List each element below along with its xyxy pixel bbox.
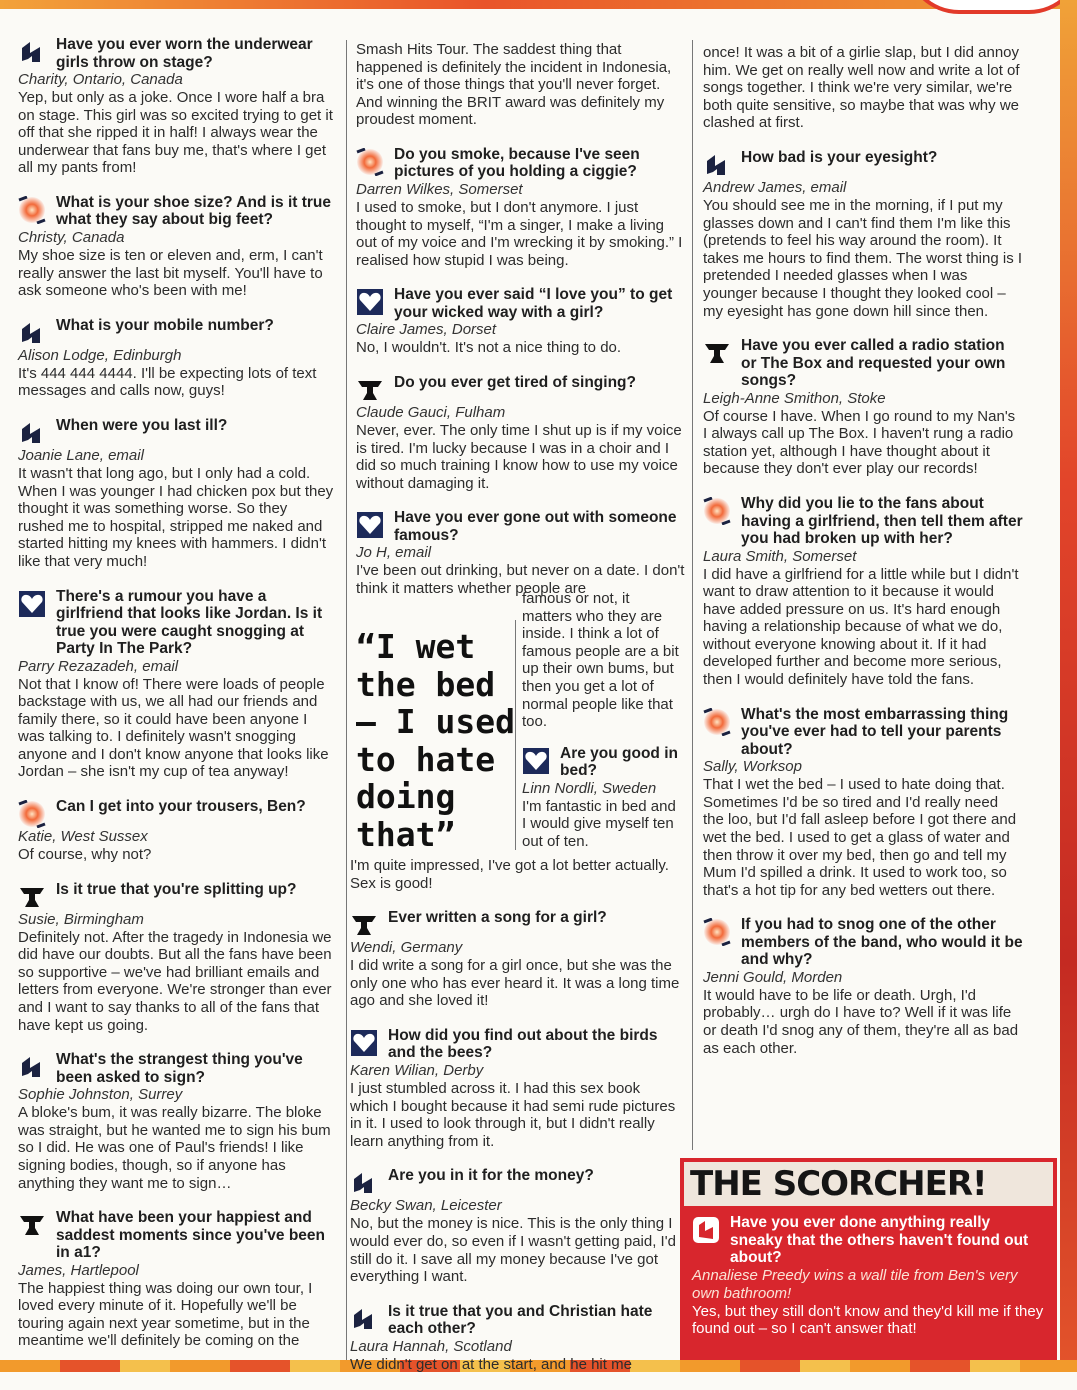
answer: No, I wouldn't. It's not a nice thing to do.: [356, 339, 622, 357]
ben-icon: [350, 1305, 378, 1333]
reader-name: Alison Lodge, Edinburgh: [18, 346, 182, 364]
anvil-icon: [356, 376, 384, 404]
column-2-beside-quote: [522, 590, 682, 851]
question: What have been your happiest and saddest moments since you've been in a1?: [56, 1209, 326, 1262]
scorcher-box: [680, 1158, 1057, 1360]
answer: Never, ever. The only time I shut up is if my voice is tired. I'm lucky because I was in a choir and I did so much training I know how to use my voice without damaging it.: [356, 421, 682, 492]
qa-item: [18, 588, 334, 782]
question: Have you ever called a radio station or The Box and requested your own songs?: [741, 337, 1006, 390]
column-2-upper: [356, 41, 686, 598]
reader-name: Darren Wilkes, Somerset: [356, 180, 523, 198]
reader-name: Claire James, Dorset: [356, 321, 497, 339]
qa-item: [350, 909, 682, 1010]
qa-item: [703, 706, 1023, 900]
question: What is your mobile number?: [56, 316, 274, 334]
reader-name: Linn Nordli, Sweden: [522, 779, 657, 797]
anvil-icon: [18, 883, 46, 911]
question: Why did you lie to the fans about having a girlfriend, then tell them after you had broken up with her?: [741, 495, 1023, 547]
anvil-icon: [350, 911, 378, 939]
qa-item: [350, 1027, 682, 1150]
question: Is it true that you and Christian hate each other?: [388, 1302, 653, 1338]
question: Is it true that you're splitting up?: [56, 880, 297, 898]
column-2-lower: [350, 857, 682, 1390]
heart-icon: [356, 511, 384, 539]
answer: It's 444 444 4444. I'll be expecting lots of text messages and calls now, guys!: [18, 364, 317, 400]
question: How did you find out about the birds and the bees?: [388, 1026, 658, 1062]
question: Have you ever worn the underwear girls throw on stage?: [56, 36, 313, 71]
answer: I just stumbled across it. I had this sex book which I bought because it had semi rude pictures in it. I used to look through it, but I didn't really learn anything from it.: [350, 1079, 676, 1150]
qa-item: [18, 194, 334, 300]
red-swirl-icon: [703, 708, 731, 736]
qa-item: [703, 337, 1023, 478]
scorcher-winner: Annaliese Preedy wins a wall tile from Ben's very own bathroom!: [692, 1266, 1018, 1302]
answer: Definitely not. After the tragedy in Indonesia we did have our doubts. But all the fans have been so supportive – we've had brilliant emails and letters from everyone. We're stronger than ever and I want to say thanks to all of the fans that have kept us going.: [18, 928, 332, 1034]
reader-name: Charity, Ontario, Canada: [18, 71, 183, 88]
qa-item: [18, 881, 334, 1035]
right-color-bar: [1060, 0, 1077, 1372]
question: There's a rumour you have a girlfriend that looks like Jordan. Is it true you were caught snogging at Party In The Park?: [56, 587, 323, 657]
ben-icon: [18, 319, 46, 347]
answer: I used to smoke, but I don't anymore. I just thought to myself, “I'm a singer, I make a living out of my voice and I'm wrecking it by smoking.” I realised how stupid I was being.: [356, 198, 683, 269]
question: Do you smoke, because I've seen pictures of you holding a ciggie?: [394, 145, 640, 181]
reader-name: Becky Swan, Leicester: [350, 1197, 502, 1215]
pull-quote: “I wet the bed – I used to hate doing that”: [356, 627, 515, 854]
answer-continued: I'm quite impressed, I've got a lot better actually. Sex is good!: [350, 857, 669, 892]
answer: I did write a song for a girl once, but she was the only one who has ever heard it. It was a long time ago and she loved it!: [350, 957, 680, 1010]
qa-item: [356, 146, 686, 269]
qa-item: [356, 286, 686, 357]
red-swirl-icon: [18, 196, 46, 224]
answer: That I wet the bed – I used to hate doing that. Sometimes I'd be so tired and I'd really need the loo, but I'd fall asleep before I got there and wet the bed. I used to get a glass of water and then throw it over my bed, then go and tell my Mum I'd spilled a drink. It used to work too, so that's a hot tip for any bed wetters out there.: [703, 776, 1017, 899]
ben-icon: [692, 1216, 720, 1244]
qa-item: [703, 149, 1023, 320]
answer-continued: famous or not, it matters who they are inside. I think a lot of famous people are a bit up their own bums, but then you get a lot of normal people like that too.: [522, 590, 679, 731]
answer: Smash Hits Tour. The saddest thing that happened is definitely the incident in Indonesia, it's one of those things that you'll never forget. And winning the BRIT award was definitely my proudest moment.: [356, 41, 672, 129]
question: If you had to snog one of the other members of the band, who would it be and why?: [741, 916, 1023, 969]
answer: A bloke's bum, it was really bizarre. The bloke was straight, but he wanted me to sign his bum so I did. He was one of Paul's friends! I like signing bodies, though, so if anyone has anything they want me to sign…: [18, 1104, 331, 1192]
qa-item: [18, 317, 334, 400]
answer: Not that I know of! There were loads of people backstage with us, we all had our friends and family there, so it could have been anyone I was talking to. I definitely wasn't snogging anyone and I don't know anyone that looks like Jordan – she isn't my cup of tea anyway!: [18, 675, 329, 781]
reader-name: Christy, Canada: [18, 228, 125, 246]
ben-icon: [18, 1053, 46, 1081]
answer: We didn't get on at the start, and he hit me: [350, 1355, 632, 1373]
answer: Yep, but only as a joke. Once I wore half a bra on stage. This girl was so excited trying to get it off that she ripped it in half! I always wear the underwear that fans buy me, that's where I get all my pants from!: [18, 89, 333, 177]
scorcher-question: Have you ever done anything really sneaky that the others haven't found out about?: [730, 1214, 1029, 1266]
qa-item: [356, 374, 686, 492]
answer: It wasn't that long ago, but I only had a cold. When I was younger I had chicken pox but they thought it was something worse. So they rushed me to hospital, stripped me naked and started hitting my knees with hammers. I didn't like that very much!: [18, 464, 334, 570]
top-color-bar: [0, 0, 1077, 9]
reader-name: Claude Gauci, Fulham: [356, 403, 506, 421]
answer: Of course, why not?: [18, 846, 152, 864]
red-swirl-icon: [703, 497, 731, 525]
heart-icon: [350, 1029, 378, 1057]
question: Have you ever said “I love you” to get your wicked way with a girl?: [394, 286, 673, 321]
anvil-icon: [18, 1211, 46, 1239]
scorcher-answer: Yes, but they still don't know and they'd kill me if they found out – so I can't answer that!: [692, 1302, 1044, 1338]
qa-item: [703, 495, 1023, 689]
red-swirl-icon: [356, 148, 384, 176]
question: Ever written a song for a girl?: [388, 909, 607, 927]
heart-icon: [522, 747, 550, 775]
reader-name: Laura Smith, Somerset: [703, 547, 857, 565]
anvil-icon: [703, 339, 731, 367]
question: What's the strangest thing you've been asked to sign?: [56, 1051, 303, 1086]
question: How bad is your eyesight?: [741, 148, 938, 166]
reader-name: Andrew James, email: [703, 178, 847, 196]
answer: It would have to be life or death. Urgh, I'd probably… urgh do I have to? Well if it was life or death I'd snog any of them, they're all as bad as each other.: [703, 986, 1019, 1057]
qa-item: [522, 745, 682, 851]
answer: once! It was a bit of a girlie slap, but I did annoy him. We get on really well now and write a lot of songs together. I think we're very similar, we're both quite sensitive, so maybe that was why we clashed at first.: [703, 44, 1020, 132]
answer: My shoe size is ten or eleven and, erm, I can't really answer the last bit myself. You'll have to ask someone who's been with me!: [18, 246, 323, 300]
qa-item: [356, 41, 686, 129]
answer: I did have a girlfriend for a little while but I didn't want to draw attention to it because it would have added pressure on us. It's hard enough having a relationship because of what we do, without everyone knowing about it. If it had developed further and become more serious, then I would definitely have told the fans.: [703, 565, 1019, 689]
column-divider: [692, 40, 693, 1150]
qa-item: [18, 1051, 334, 1192]
qa-item: [350, 1303, 682, 1374]
question: What is your shoe size? And is it true what they say about big feet?: [56, 193, 332, 229]
reader-name: Jo H, email: [356, 544, 432, 562]
reader-name: Leigh-Anne Smithon, Stoke: [703, 389, 886, 407]
reader-name: Wendi, Germany: [350, 939, 463, 957]
heart-icon: [18, 590, 46, 618]
qa-item: [18, 1209, 334, 1350]
answer: No, but the money is nice. This is the only thing I would ever do, so even if I wasn't getting paid, I'd still do it. I save all my money because I've got everything I want.: [350, 1215, 676, 1286]
reader-name: Sally, Worksop: [703, 758, 802, 776]
reader-name: James, Hartlepool: [18, 1261, 139, 1279]
ben-icon: [703, 151, 731, 179]
qa-item: [18, 417, 334, 571]
answer: You should see me in the morning, if I put my glasses down and I can't find them I'm like this (pretends to feel his way around the room). It takes me hours to find them. The worst thing is I pretended I needed glasses when I was younger because I thought they looked cool – my eyesight has gone down hill since then.: [703, 196, 1023, 320]
red-swirl-icon: [703, 918, 731, 946]
qa-item: [703, 44, 1023, 132]
question: Can I get into your trousers, Ben?: [56, 798, 306, 816]
question: When were you last ill?: [56, 416, 228, 434]
qa-item: [350, 1167, 682, 1285]
reader-name: Parry Rezazadeh, email: [18, 657, 179, 675]
question: What's the most embarrassing thing you've ever had to tell your parents about?: [741, 705, 1009, 758]
reader-name: Joanie Lane, email: [18, 446, 144, 464]
column-1: [18, 36, 334, 1367]
qa-item: [703, 916, 1023, 1057]
question: Do you ever get tired of singing?: [394, 373, 636, 391]
answer: The happiest thing was doing our own tour, I loved every minute of it. Hopefully we'll be touring again next year sometime, but in the meantime we'll definitely be coming on the: [18, 1279, 313, 1350]
reader-name: Katie, West Sussex: [18, 828, 148, 846]
ben-icon: [18, 38, 46, 66]
qa-item: [18, 36, 334, 177]
question: Have you ever gone out with someone famous?: [394, 509, 677, 544]
question: Are you in it for the money?: [388, 1167, 594, 1185]
heart-icon: [356, 288, 384, 316]
answer: I'm fantastic in bed and I would give myself ten out of ten.: [522, 797, 676, 850]
reader-name: Laura Hannah, Scotland: [350, 1337, 512, 1355]
column-3: [703, 44, 1023, 1074]
reader-name: Sophie Johnston, Surrey: [18, 1086, 183, 1104]
ben-icon: [350, 1169, 378, 1197]
question: Are you good in bed?: [560, 744, 678, 780]
qa-item: [18, 798, 334, 864]
red-swirl-icon: [18, 800, 46, 828]
answer: I've been out drinking, but never on a date. I don't think it matters whether people are: [356, 562, 685, 597]
reader-name: Jenni Gould, Morden: [703, 968, 843, 986]
reader-name: Karen Wilian, Derby: [350, 1061, 484, 1079]
scorcher-title: THE SCORCHER!: [684, 1162, 1053, 1206]
answer: Of course I have. When I go round to my Nan's I always call up The Box. I haven't rung a radio station yet, although I have thought about it because they don't ever play our records!: [703, 407, 1016, 478]
column-divider: [346, 40, 347, 1360]
ben-icon: [18, 419, 46, 447]
qa-item: [356, 509, 686, 597]
reader-name: Susie, Birmingham: [18, 910, 144, 928]
